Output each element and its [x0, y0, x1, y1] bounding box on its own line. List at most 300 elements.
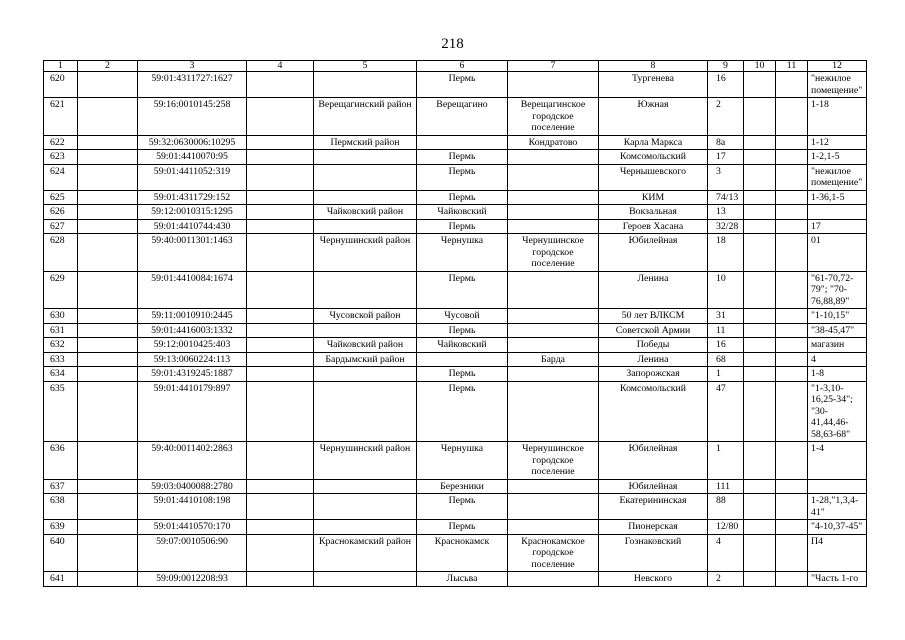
city-cell: Пермь — [417, 190, 508, 205]
col2-cell — [78, 520, 138, 535]
district-cell — [314, 381, 417, 442]
row-number-cell: 620 — [44, 72, 78, 98]
col11-cell — [776, 381, 808, 442]
col4-cell — [247, 479, 314, 494]
cadastral-number-cell: 59:11:0010910:2445 — [138, 309, 247, 324]
district-cell — [314, 271, 417, 309]
settlement-cell — [508, 219, 599, 234]
col2-cell — [78, 572, 138, 587]
col10-cell — [744, 271, 776, 309]
table-row — [44, 135, 867, 150]
row-number-cell: 628 — [44, 234, 78, 272]
apartment-cell: 1-36,1-5 — [808, 190, 867, 205]
city-cell: Пермь — [417, 271, 508, 309]
col4-cell — [247, 494, 314, 520]
district-cell — [314, 164, 417, 190]
settlement-cell — [508, 150, 599, 165]
house-cell: 111 — [708, 479, 744, 494]
apartment-cell: "4-10,37-45" — [808, 520, 867, 535]
col11-cell — [776, 338, 808, 353]
city-cell: Лысьва — [417, 572, 508, 587]
row-number-cell: 633 — [44, 352, 78, 367]
settlement-cell — [508, 205, 599, 220]
house-cell: 4 — [708, 534, 744, 572]
apartment-cell: "1-3,10-16,25-34"; "30-41,44,46-58,63-68" — [808, 381, 867, 442]
apartment-cell: "нежилое помещение" — [808, 164, 867, 190]
col2-cell — [78, 271, 138, 309]
city-cell: Чайковский — [417, 338, 508, 353]
table-row — [44, 150, 867, 165]
page-number: 218 — [441, 36, 464, 52]
table-row — [44, 367, 867, 382]
col10-cell — [744, 219, 776, 234]
table-row — [44, 572, 867, 587]
city-cell: Пермь — [417, 381, 508, 442]
district-cell — [314, 323, 417, 338]
apartment-cell: П4 — [808, 534, 867, 572]
house-cell: 12/80 — [708, 520, 744, 535]
col4-cell — [247, 135, 314, 150]
col10-cell — [744, 164, 776, 190]
cadastral-number-cell: 59:01:4416003:1332 — [138, 323, 247, 338]
cadastral-number-cell: 59:12:0010425:403 — [138, 338, 247, 353]
col10-cell — [744, 338, 776, 353]
settlement-cell — [508, 72, 599, 98]
district-cell — [314, 367, 417, 382]
house-cell: 16 — [708, 338, 744, 353]
house-cell: 16 — [708, 72, 744, 98]
row-number-cell: 625 — [44, 190, 78, 205]
apartment-cell: магазин — [808, 338, 867, 353]
cadastral-number-cell: 59:03:0400088:2780 — [138, 479, 247, 494]
row-number-cell: 627 — [44, 219, 78, 234]
settlement-cell: Чернушинское городское поселение — [508, 442, 599, 480]
house-cell: 68 — [708, 352, 744, 367]
table-row — [44, 72, 867, 98]
col10-cell — [744, 572, 776, 587]
col2-cell — [78, 135, 138, 150]
settlement-cell — [508, 271, 599, 309]
column-header: 5 — [314, 61, 417, 72]
col4-cell — [247, 98, 314, 136]
street-cell: Гознаковский — [599, 534, 708, 572]
cadastral-number-cell: 59:16:0010145:258 — [138, 98, 247, 136]
row-number-cell: 641 — [44, 572, 78, 587]
city-cell: Пермь — [417, 323, 508, 338]
house-cell: 13 — [708, 205, 744, 220]
col11-cell — [776, 150, 808, 165]
col4-cell — [247, 323, 314, 338]
row-number-cell: 634 — [44, 367, 78, 382]
col11-cell — [776, 98, 808, 136]
col10-cell — [744, 150, 776, 165]
table-row — [44, 190, 867, 205]
cadastral-number-cell: 59:01:4311727:1627 — [138, 72, 247, 98]
district-cell: Чайковский район — [314, 205, 417, 220]
col2-cell — [78, 164, 138, 190]
table-row — [44, 338, 867, 353]
district-cell — [314, 219, 417, 234]
column-header: 11 — [776, 61, 808, 72]
apartment-cell: 1-12 — [808, 135, 867, 150]
cadastral-number-cell: 59:01:4410070:95 — [138, 150, 247, 165]
col4-cell — [247, 234, 314, 272]
table-row — [44, 309, 867, 324]
row-number-cell: 624 — [44, 164, 78, 190]
house-cell: 47 — [708, 381, 744, 442]
apartment-cell: 01 — [808, 234, 867, 272]
district-cell — [314, 190, 417, 205]
column-header: 3 — [138, 61, 247, 72]
col4-cell — [247, 442, 314, 480]
settlement-cell — [508, 381, 599, 442]
col2-cell — [78, 190, 138, 205]
house-cell: 10 — [708, 271, 744, 309]
street-cell: Карла Маркса — [599, 135, 708, 150]
district-cell: Краснокамский район — [314, 534, 417, 572]
col2-cell — [78, 338, 138, 353]
cadastral-number-cell: 59:07:0010506:90 — [138, 534, 247, 572]
table-row — [44, 479, 867, 494]
col4-cell — [247, 164, 314, 190]
apartment-cell: 4 — [808, 352, 867, 367]
city-cell: Пермь — [417, 219, 508, 234]
column-header: 10 — [744, 61, 776, 72]
settlement-cell — [508, 190, 599, 205]
col10-cell — [744, 135, 776, 150]
city-cell: Чусовой — [417, 309, 508, 324]
cadastral-number-cell: 59:32:0630006:10295 — [138, 135, 247, 150]
col11-cell — [776, 442, 808, 480]
col2-cell — [78, 442, 138, 480]
column-header: 2 — [78, 61, 138, 72]
street-cell: Чернышевского — [599, 164, 708, 190]
row-number-cell: 632 — [44, 338, 78, 353]
city-cell: Пермь — [417, 494, 508, 520]
table-row — [44, 352, 867, 367]
col11-cell — [776, 352, 808, 367]
settlement-cell — [508, 494, 599, 520]
col4-cell — [247, 534, 314, 572]
col10-cell — [744, 98, 776, 136]
house-cell: 2 — [708, 98, 744, 136]
col4-cell — [247, 352, 314, 367]
street-cell: Юбилейная — [599, 479, 708, 494]
district-cell — [314, 479, 417, 494]
col2-cell — [78, 534, 138, 572]
row-number-cell: 626 — [44, 205, 78, 220]
col10-cell — [744, 534, 776, 572]
column-header: 7 — [508, 61, 599, 72]
col2-cell — [78, 309, 138, 324]
col11-cell — [776, 367, 808, 382]
city-cell: Чайковский — [417, 205, 508, 220]
apartment-cell: 1-4 — [808, 442, 867, 480]
row-number-cell: 640 — [44, 534, 78, 572]
col11-cell — [776, 190, 808, 205]
settlement-cell: Кондратово — [508, 135, 599, 150]
col4-cell — [247, 520, 314, 535]
col4-cell — [247, 150, 314, 165]
cadastral-number-cell: 59:40:0011402:2863 — [138, 442, 247, 480]
table-row — [44, 494, 867, 520]
cadastral-number-cell: 59:13:0060224:113 — [138, 352, 247, 367]
street-cell: КИМ — [599, 190, 708, 205]
col11-cell — [776, 534, 808, 572]
street-cell: Ленина — [599, 271, 708, 309]
col11-cell — [776, 219, 808, 234]
cadastral-number-cell: 59:09:0012208:93 — [138, 572, 247, 587]
column-header: 4 — [247, 61, 314, 72]
city-cell: Верещагино — [417, 98, 508, 136]
cadastral-number-cell: 59:01:4311729:152 — [138, 190, 247, 205]
city-cell — [417, 352, 508, 367]
col11-cell — [776, 271, 808, 309]
district-cell — [314, 150, 417, 165]
col4-cell — [247, 367, 314, 382]
settlement-cell: Чернушинское городское поселение — [508, 234, 599, 272]
house-cell: 8а — [708, 135, 744, 150]
column-header: 12 — [808, 61, 867, 72]
col2-cell — [78, 367, 138, 382]
col2-cell — [78, 479, 138, 494]
district-cell: Верещагинский район — [314, 98, 417, 136]
city-cell: Пермь — [417, 150, 508, 165]
house-cell: 31 — [708, 309, 744, 324]
col11-cell — [776, 164, 808, 190]
apartment-cell: 17 — [808, 219, 867, 234]
col10-cell — [744, 309, 776, 324]
table-row — [44, 234, 867, 272]
house-cell: 3 — [708, 164, 744, 190]
col10-cell — [744, 234, 776, 272]
settlement-cell — [508, 338, 599, 353]
col4-cell — [247, 219, 314, 234]
col4-cell — [247, 572, 314, 587]
house-cell: 17 — [708, 150, 744, 165]
row-number-cell: 638 — [44, 494, 78, 520]
col2-cell — [78, 381, 138, 442]
col10-cell — [744, 442, 776, 480]
table-row — [44, 164, 867, 190]
house-cell: 32/28 — [708, 219, 744, 234]
cadastral-number-cell: 59:01:4410084:1674 — [138, 271, 247, 309]
street-cell: Советской Армии — [599, 323, 708, 338]
col4-cell — [247, 309, 314, 324]
district-cell: Чайковский район — [314, 338, 417, 353]
settlement-cell: Краснокамское городское поселение — [508, 534, 599, 572]
col2-cell — [78, 72, 138, 98]
cadastral-number-cell: 59:01:4410744:430 — [138, 219, 247, 234]
district-cell: Пермский район — [314, 135, 417, 150]
col2-cell — [78, 352, 138, 367]
city-cell — [417, 135, 508, 150]
col10-cell — [744, 479, 776, 494]
street-cell: Южная — [599, 98, 708, 136]
cadastral-number-cell: 59:40:0011301:1463 — [138, 234, 247, 272]
settlement-cell — [508, 479, 599, 494]
apartment-cell: "Часть 1-го — [808, 572, 867, 587]
settlement-cell — [508, 309, 599, 324]
row-number-cell: 636 — [44, 442, 78, 480]
apartment-cell — [808, 205, 867, 220]
col11-cell — [776, 520, 808, 535]
col11-cell — [776, 572, 808, 587]
street-cell: Комсомольский — [599, 150, 708, 165]
street-cell: Героев Хасана — [599, 219, 708, 234]
apartment-cell: 1-18 — [808, 98, 867, 136]
street-cell: Екатерининская — [599, 494, 708, 520]
col10-cell — [744, 323, 776, 338]
col11-cell — [776, 135, 808, 150]
settlement-cell — [508, 164, 599, 190]
district-cell — [314, 72, 417, 98]
apartment-cell: 1-8 — [808, 367, 867, 382]
table-row — [44, 520, 867, 535]
column-header: 1 — [44, 61, 78, 72]
col2-cell — [78, 234, 138, 272]
city-cell: Пермь — [417, 72, 508, 98]
street-cell: Победы — [599, 338, 708, 353]
house-cell: 11 — [708, 323, 744, 338]
table-row — [44, 534, 867, 572]
city-cell: Чернушка — [417, 234, 508, 272]
street-cell: Комсомольский — [599, 381, 708, 442]
apartment-cell: 1-28,"1,3,4-41" — [808, 494, 867, 520]
column-header: 9 — [708, 61, 744, 72]
col10-cell — [744, 381, 776, 442]
street-cell: Невского — [599, 572, 708, 587]
house-cell: 74/13 — [708, 190, 744, 205]
district-cell — [314, 572, 417, 587]
col4-cell — [247, 205, 314, 220]
col11-cell — [776, 479, 808, 494]
row-number-cell: 629 — [44, 271, 78, 309]
house-cell: 88 — [708, 494, 744, 520]
col2-cell — [78, 494, 138, 520]
city-cell: Пермь — [417, 520, 508, 535]
col2-cell — [78, 150, 138, 165]
table-row — [44, 98, 867, 136]
street-cell: Юбилейная — [599, 442, 708, 480]
table-row — [44, 205, 867, 220]
col4-cell — [247, 271, 314, 309]
street-cell: Запорожская — [599, 367, 708, 382]
row-number-cell: 622 — [44, 135, 78, 150]
col2-cell — [78, 219, 138, 234]
table-row — [44, 381, 867, 442]
district-cell: Чернушинский район — [314, 442, 417, 480]
row-number-cell: 623 — [44, 150, 78, 165]
street-cell: Тургенева — [599, 72, 708, 98]
city-cell: Краснокамск — [417, 534, 508, 572]
cadastral-number-cell: 59:01:4411052:319 — [138, 164, 247, 190]
col10-cell — [744, 72, 776, 98]
row-number-cell: 635 — [44, 381, 78, 442]
district-cell: Бардымский район — [314, 352, 417, 367]
col10-cell — [744, 205, 776, 220]
district-cell: Чусовской район — [314, 309, 417, 324]
city-cell: Пермь — [417, 164, 508, 190]
col11-cell — [776, 72, 808, 98]
settlement-cell — [508, 572, 599, 587]
col11-cell — [776, 309, 808, 324]
column-header: 8 — [599, 61, 708, 72]
col11-cell — [776, 205, 808, 220]
settlement-cell: Барда — [508, 352, 599, 367]
col10-cell — [744, 190, 776, 205]
table-row — [44, 442, 867, 480]
street-cell: Пионерская — [599, 520, 708, 535]
cadastral-number-cell: 59:01:4410570:170 — [138, 520, 247, 535]
cadastral-number-cell: 59:01:4410108:198 — [138, 494, 247, 520]
col2-cell — [78, 98, 138, 136]
settlement-cell: Верещагинское городское поселение — [508, 98, 599, 136]
col4-cell — [247, 381, 314, 442]
column-header: 6 — [417, 61, 508, 72]
house-cell: 2 — [708, 572, 744, 587]
street-cell: Ленина — [599, 352, 708, 367]
col11-cell — [776, 323, 808, 338]
house-cell: 1 — [708, 442, 744, 480]
cadastral-number-cell: 59:01:4319245:1887 — [138, 367, 247, 382]
apartment-cell: "1-10,15" — [808, 309, 867, 324]
cadastral-number-cell: 59:12:0010315:1295 — [138, 205, 247, 220]
col4-cell — [247, 190, 314, 205]
register-table — [43, 60, 867, 587]
apartment-cell: "38-45,47" — [808, 323, 867, 338]
col2-cell — [78, 205, 138, 220]
apartment-cell: "нежилое помещение" — [808, 72, 867, 98]
table-row — [44, 219, 867, 234]
col10-cell — [744, 520, 776, 535]
house-cell: 1 — [708, 367, 744, 382]
col11-cell — [776, 234, 808, 272]
city-cell: Пермь — [417, 367, 508, 382]
district-cell — [314, 494, 417, 520]
table-row — [44, 271, 867, 309]
col10-cell — [744, 494, 776, 520]
house-cell: 18 — [708, 234, 744, 272]
settlement-cell — [508, 323, 599, 338]
row-number-cell: 637 — [44, 479, 78, 494]
apartment-cell — [808, 479, 867, 494]
street-cell: 50 лет ВЛКСМ — [599, 309, 708, 324]
col10-cell — [744, 352, 776, 367]
col2-cell — [78, 323, 138, 338]
city-cell: Березники — [417, 479, 508, 494]
row-number-cell: 630 — [44, 309, 78, 324]
street-cell: Юбилейная — [599, 234, 708, 272]
row-number-cell: 631 — [44, 323, 78, 338]
row-number-cell: 639 — [44, 520, 78, 535]
street-cell: Вокзальная — [599, 205, 708, 220]
city-cell: Чернушка — [417, 442, 508, 480]
table-header-row — [44, 61, 867, 72]
apartment-cell: 1-2,1-5 — [808, 150, 867, 165]
cadastral-number-cell: 59:01:4410179:897 — [138, 381, 247, 442]
district-cell — [314, 520, 417, 535]
col4-cell — [247, 72, 314, 98]
settlement-cell — [508, 520, 599, 535]
table-row — [44, 323, 867, 338]
apartment-cell: "61-70,72-79"; "70-76,88,89" — [808, 271, 867, 309]
settlement-cell — [508, 367, 599, 382]
row-number-cell: 621 — [44, 98, 78, 136]
district-cell: Чернушинский район — [314, 234, 417, 272]
col4-cell — [247, 338, 314, 353]
col11-cell — [776, 494, 808, 520]
